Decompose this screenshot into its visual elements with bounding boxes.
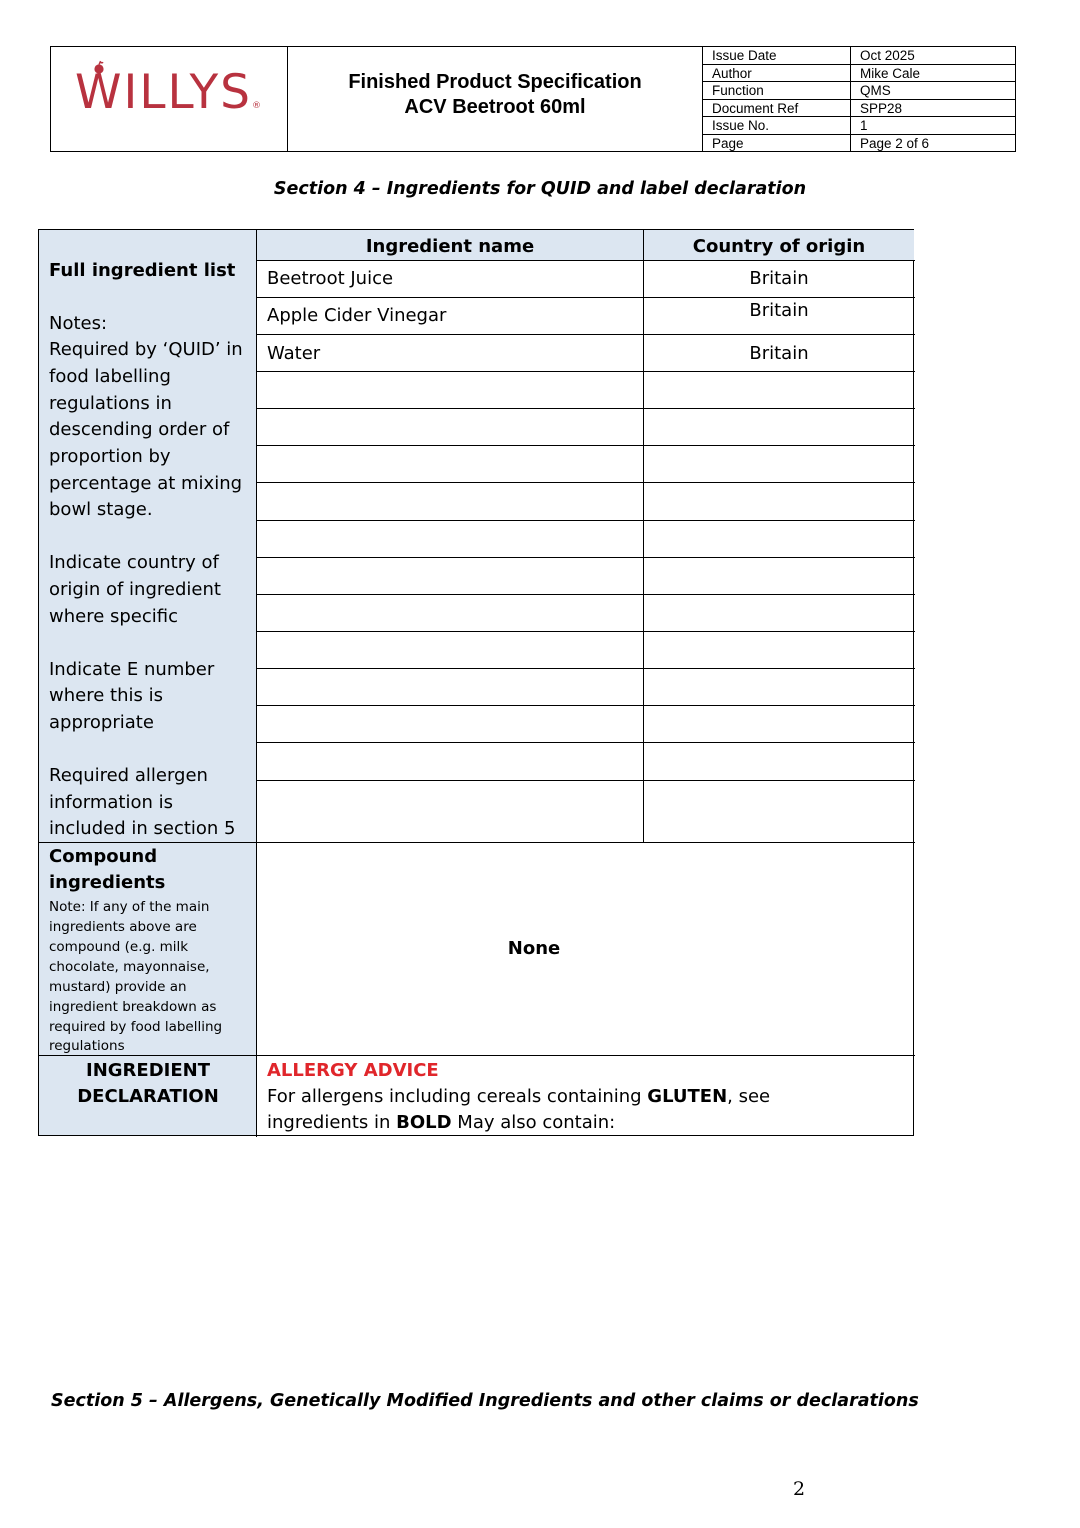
meta-key: Page xyxy=(703,135,851,152)
country-cell: Britain xyxy=(749,268,809,289)
meta-row-function xyxy=(703,82,1015,100)
divider xyxy=(257,557,915,558)
divider xyxy=(257,408,915,409)
compound-note-line: Note: If any of the main xyxy=(49,899,210,915)
compound-ingredients-label: Compound xyxy=(49,846,158,867)
divider xyxy=(257,705,915,706)
meta-row-author xyxy=(703,65,1015,83)
divider xyxy=(257,334,915,335)
registered-mark: ® xyxy=(252,101,262,111)
divider xyxy=(257,742,915,743)
meta-key: Issue No. xyxy=(703,117,851,134)
divider xyxy=(257,371,915,372)
divider xyxy=(257,780,915,781)
ingredient-declaration-label: DECLARATION xyxy=(77,1086,219,1107)
meta-value: Oct 2025 xyxy=(860,48,915,63)
notes-line: descending order of xyxy=(49,419,230,440)
divider xyxy=(257,520,915,521)
meta-value: Mike Cale xyxy=(860,65,921,81)
meta-value: SPP28 xyxy=(860,100,903,116)
notes-line: where specific xyxy=(49,606,179,627)
section-4-heading: Section 4 – Ingredients for QUID and label declaration xyxy=(273,179,807,199)
compound-note-line: regulations xyxy=(49,1038,125,1054)
notes-line: Required by ‘QUID’ in xyxy=(49,339,243,360)
divider xyxy=(257,482,915,483)
compound-note-line: compound (e.g. milk xyxy=(49,939,189,955)
full-ingredient-list-label: Full ingredient list xyxy=(49,260,236,281)
compound-note-line: required by food labelling xyxy=(49,1019,223,1035)
meta-row-issue-date xyxy=(703,47,1015,65)
meta-key: Author xyxy=(703,65,851,82)
ingredient-name-cell: Water xyxy=(267,343,321,364)
meta-row-page xyxy=(703,135,1015,152)
gluten-keyword: GLUTEN xyxy=(647,1086,728,1107)
notes-line: origin of ingredient xyxy=(49,579,221,600)
divider xyxy=(643,230,644,842)
meta-row-document-ref xyxy=(703,100,1015,118)
ingredient-name-cell: Beetroot Juice xyxy=(267,268,394,289)
divider xyxy=(257,445,915,446)
document-title xyxy=(288,47,703,151)
ingredient-declaration-label: INGREDIENT xyxy=(86,1060,210,1081)
country-cell: Britain xyxy=(749,300,809,321)
divider xyxy=(257,260,915,261)
notes-line: Indicate country of xyxy=(49,552,219,573)
notes-line: food labelling xyxy=(49,366,171,387)
notes-line: Notes: xyxy=(49,313,108,334)
ingredients-table xyxy=(38,229,914,1136)
meta-value: Page 2 of 6 xyxy=(860,135,930,151)
notes-line: included in section 5 xyxy=(49,818,236,839)
meta-key: Function xyxy=(703,82,851,99)
notes-line: proportion by xyxy=(49,446,171,467)
logo-cell xyxy=(51,47,288,151)
divider xyxy=(257,594,915,595)
notes-line: Indicate E number xyxy=(49,659,215,680)
notes-line: Required allergen xyxy=(49,765,208,786)
notes-line: appropriate xyxy=(49,712,154,733)
bold-keyword: BOLD xyxy=(396,1112,452,1133)
compound-note-line: mustard) provide an xyxy=(49,979,187,995)
allergy-advice-heading: ALLERGY ADVICE xyxy=(267,1060,439,1081)
allergy-advice-line-1: For allergens including cereals containing GLUTEN, see xyxy=(267,1086,771,1107)
document-meta-table xyxy=(703,47,1015,151)
meta-row-issue-no xyxy=(703,117,1015,135)
page-number: 2 xyxy=(793,1478,806,1500)
compound-ingredients-value: None xyxy=(507,938,561,959)
divider xyxy=(39,1055,915,1056)
ingredient-name-cell: Apple Cider Vinegar xyxy=(267,305,447,326)
meta-value: 1 xyxy=(860,118,868,133)
column-header-ingredient-name: Ingredient name xyxy=(257,230,643,260)
divider xyxy=(256,230,257,1137)
compound-note-line: chocolate, mayonnaise, xyxy=(49,959,210,975)
meta-value: QMS xyxy=(860,83,891,98)
column-header-country-of-origin: Country of origin xyxy=(644,230,914,260)
divider xyxy=(257,297,915,298)
compound-note-line: ingredient breakdown as xyxy=(49,999,217,1015)
allergy-advice-line-2: ingredients in BOLD May also contain: xyxy=(267,1112,616,1133)
document-header xyxy=(50,46,1016,152)
compound-note-line: ingredients above are xyxy=(49,919,197,935)
notes-line: percentage at mixing xyxy=(49,473,243,494)
meta-key: Issue Date xyxy=(703,47,851,64)
notes-line: bowl stage. xyxy=(49,499,153,520)
notes-line: regulations in xyxy=(49,393,172,414)
divider xyxy=(257,668,915,669)
compound-ingredients-label: ingredients xyxy=(49,872,166,893)
title-line-2: ACV Beetroot 60ml xyxy=(404,96,586,118)
brand-logo: WILLYS® xyxy=(75,65,262,120)
title-line-1: Finished Product Specification xyxy=(348,71,642,93)
country-cell: Britain xyxy=(749,343,809,364)
meta-key: Document Ref xyxy=(703,100,851,117)
section-5-heading: Section 5 – Allergens, Genetically Modified Ingredients and other claims or declarations xyxy=(51,1391,919,1411)
notes-line: information is xyxy=(49,792,173,813)
divider xyxy=(257,631,915,632)
notes-line: where this is xyxy=(49,685,163,706)
